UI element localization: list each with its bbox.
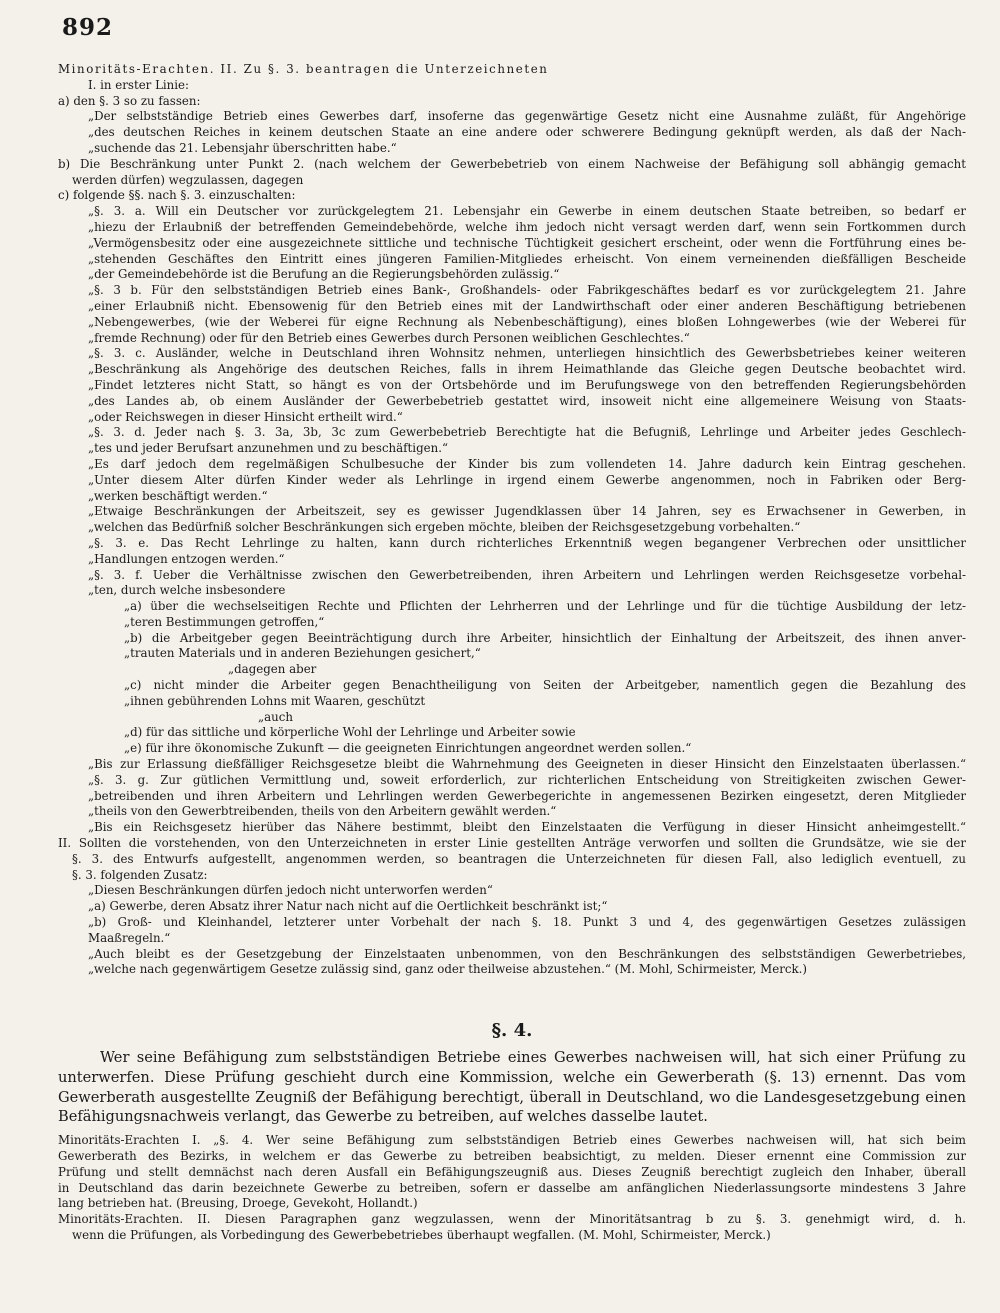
- text-line: „b) die Arbeitgeber gegen Beeinträchtigung durch ihre Arbeiter, hinsichtlich der Einhaltung der Arbeitszeit, des ihnen anver-: [124, 630, 966, 645]
- page-number: 892: [62, 14, 114, 41]
- text-line: „betreibenden und ihren Arbeitern und Lehrlingen werden Gewerbegerichte in angemessenen Bezirken eingesetzt, deren Mitglieder: [88, 788, 966, 803]
- text-line: „Es darf jedoch dem regelmäßigen Schulbesuche der Kinder bis zum vollendeten 14. Jahre dadurch kein Eintrag geschehen.: [88, 456, 966, 471]
- text-line: „ten, durch welche insbesondere: [88, 583, 286, 598]
- text-line: „§. 3. g. Zur gütlichen Vermittlung und, soweit erforderlich, zur richterlichen Entscheidung von Streitigkeiten zwischen Gewer-: [88, 772, 966, 787]
- minority-opinion-section-3: [58, 62, 966, 978]
- text-line: „ihnen gebührenden Lohns mit Waaren, geschützt: [124, 693, 426, 708]
- minority-opinions-section-4: [58, 1133, 966, 1244]
- text-line: „des Landes ab, ob einem Ausländer der Gewerbebetrieb gestattet wird, insoweit nicht eine allgemeinere Weisung von Staats-: [88, 393, 966, 408]
- text-line: „tes und jeder Berufsart anzunehmen und zu beschäftigen.“: [88, 441, 448, 456]
- text-line: „Findet letzteres nicht Statt, so hängt es von der Ortsbehörde und im Berufungswege von den betreffenden Regierungsbehörden: [88, 377, 966, 392]
- text-line: „§. 3. a. Will ein Deutscher vor zurückgelegtem 21. Lebensjahr ein Gewerbe in einem deutschen Staate betreiben, so bedarf er: [88, 204, 966, 219]
- text-line: Minoritäts-Erachten. II. Zu §. 3. beantragen die Unterzeichneten: [58, 62, 549, 76]
- text-line: in Deutschland das darin bezeichnete Gewerbe zu betreiben, sofern er dasselbe am anfänglichen Niederlassungsorte mindestens 3 Jahre: [58, 1180, 966, 1195]
- text-line: „Beschränkung als Angehörige des deutschen Reiches, falls in ihrem Heimathlande das Gleiche gegen Deutsche beobachtet wird.: [88, 362, 966, 377]
- text-line: Wer seine Befähigung zum selbstständigen Betriebe eines Gewerbes nachweisen will, hat sich einer Prüfung zu: [100, 1049, 966, 1066]
- text-line: „oder Reichswegen in dieser Hinsicht ertheilt wird.“: [88, 409, 403, 424]
- text-line: „der Gemeindebehörde ist die Berufung an die Regierungsbehörden zulässig.“: [88, 267, 560, 282]
- text-line: „§. 3. e. Das Recht Lehrlinge zu halten, kann durch richterliches Erkenntniß wegen begangener Verbrechen oder unsittlicher: [88, 535, 966, 550]
- text-line: „werken beschäftigt werden.“: [88, 488, 268, 503]
- text-line: „§. 3. f. Ueber die Verhältnisse zwischen den Gewerbetreibenden, ihren Arbeitern und Lehrlingen werden Reichsgesetze vorbehal-: [88, 567, 966, 582]
- text-line: „trauten Materials und in anderen Beziehungen gesichert,“: [124, 646, 481, 661]
- text-line: „welchen das Bedürfniß solcher Beschränkungen sich ergeben möchte, bleiben der Reichsgesetzgebung vorbehalten.“: [88, 520, 801, 535]
- text-line: „Etwaige Beschränkungen der Arbeitszeit, sey es gewisser Jugendklassen über 14 Jahren, sey es Erwachsener in Gewerben, in: [88, 504, 966, 519]
- text-line: „hiezu der Erlaubniß der betreffenden Gemeindebehörde, welche ihm jedoch nicht versagt werden darf, wenn sein Fortkommen durch: [88, 219, 966, 234]
- text-line: „theils von den Gewerbtreibenden, theils von den Arbeitern gewählt werden.“: [88, 804, 557, 819]
- section-heading: §. 4.: [491, 1020, 533, 1041]
- text-line: „auch: [258, 709, 293, 724]
- text-line: a) den §. 3 so zu fassen:: [58, 93, 201, 108]
- text-line: „welche nach gegenwärtigem Gesetze zulässig sind, ganz oder theilweise abzustehen.“ (M. Mohl, Schirmeister, Merck.): [88, 962, 807, 977]
- text-line: „des deutschen Reiches in keinem deutschen Staate an eine andere oder schwerere Bedingung geknüpft werden, als daß der Nach-: [88, 125, 966, 140]
- text-line: lang betrieben hat. (Breusing, Droege, Gevekoht, Hollandt.): [58, 1196, 418, 1211]
- text-line: „dagegen aber: [228, 662, 317, 677]
- text-line: Minoritäts-Erachten I. „§. 4. Wer seine Befähigung zum selbstständigen Betrieb eines Gewerbes nachweisen will, hat sich beim: [58, 1133, 966, 1148]
- text-line: „stehenden Geschäftes den Eintritt eines jüngeren Familien-Mitgliedes erheischt. Von einem verneinenden dießfälligen Bescheide: [88, 251, 966, 266]
- text-line: „Unter diesem Alter dürfen Kinder weder als Lehrlinge in irgend einem Gewerbe angenommen, noch in Fabriken oder Berg-: [88, 472, 966, 487]
- text-line: „Auch bleibt es der Gesetzgebung der Einzelstaaten unbenommen, von den Beschränkungen des selbstständigen Gewerbetriebes,: [88, 946, 966, 961]
- text-line: „§. 3 b. Für den selbstständigen Betrieb eines Bank-, Großhandels- oder Fabrikgeschäftes bedarf es vor zurückgelegtem 21. Jahre: [88, 283, 966, 298]
- text-line: unterwerfen. Diese Prüfung geschieht durch eine Kommission, welche ein Gewerberath (§. 13) ernennt. Das vom: [58, 1068, 966, 1086]
- text-line: Befähigungsnachweis verlangt, das Gewerbe zu betreiben, auf welches dasselbe lautet.: [58, 1108, 708, 1126]
- text-line: „e) für ihre ökonomische Zukunft — die geeigneten Einrichtungen angeordnet werden sollen.“: [124, 741, 692, 756]
- text-line: „Nebengewerbes, (wie der Weberei für eigne Rechnung als Nebenbeschäftigung), eines bloßen Lohngewerbes (wie der Weberei für: [88, 314, 966, 329]
- text-line: „Handlungen entzogen werden.“: [88, 551, 285, 566]
- section-4-text: [58, 1048, 966, 1127]
- text-line: §. 3. folgenden Zusatz:: [72, 867, 208, 882]
- text-line: §. 3. des Entwurfs aufgestellt, angenommen werden, so beantragen die Unterzeichneten für diesen Fall, also lediglich eventuell, zu: [72, 851, 966, 866]
- text-line: „Diesen Beschränkungen dürfen jedoch nicht unterworfen werden“: [88, 883, 493, 898]
- text-line: „§. 3. c. Ausländer, welche in Deutschland ihren Wohnsitz nehmen, unterliegen hinsichtlich des Gewerbsbetriebes keiner weiteren: [88, 346, 966, 361]
- text-line: „c) nicht minder die Arbeiter gegen Benachtheiligung von Seiten der Arbeitgeber, namentlich gegen die Bezahlung des: [124, 678, 966, 693]
- text-line: „Bis zur Erlassung dießfälliger Reichsgesetze bleibt die Wahrnehmung des Geeigneten in dieser Hinsicht den Einzelstaaten überlassen.“: [88, 757, 966, 772]
- text-line: „Der selbstständige Betrieb eines Gewerbes darf, insoferne das gegenwärtige Gesetz nicht eine Ausnahme zuläßt, für Angehörige: [88, 109, 966, 124]
- text-line: wenn die Prüfungen, als Vorbedingung des Gewerbebetriebes überhaupt wegfallen. (M. Mohl, Schirmeister, Merck.): [72, 1227, 771, 1242]
- text-line: Prüfung und stellt demnächst nach deren Ausfall ein Befähigungszeugniß aus. Dieses Zeugniß berechtigt zugleich den Inhaber, überall: [58, 1164, 966, 1179]
- text-line: „a) über die wechselseitigen Rechte und Pflichten der Lehrherren und der Lehrlinge und für die tüchtige Ausbildung der letz-: [124, 599, 966, 614]
- text-line: I. in erster Linie:: [88, 77, 189, 92]
- text-line: „§. 3. d. Jeder nach §. 3. 3a, 3b, 3c zum Gewerbebetrieb Berechtigte hat die Befugniß, Lehrlinge und Arbeiter jedes Geschlech-: [88, 425, 966, 440]
- text-line: „b) Groß- und Kleinhandel, letzterer unter Vorbehalt der nach §. 18. Punkt 3 und 4, des gegenwärtigen Gesetzes zulässigen: [88, 915, 966, 930]
- text-line: c) folgende §§. nach §. 3. einzuschalten:: [58, 188, 296, 203]
- text-line: Gewerberath des Bezirks, in welchem er das Gewerbe zu betreiben beabsichtigt, zu melden. Dieser ernennt eine Commission zur: [58, 1148, 966, 1163]
- text-line: II. Sollten die vorstehenden, von den Unterzeichneten in erster Linie gestellten Anträge verworfen und sollten die Grundsätze, wie sie der: [58, 836, 966, 851]
- text-line: „a) Gewerbe, deren Absatz ihrer Natur nach nicht auf die Oertlichkeit beschränkt ist;“: [88, 899, 608, 914]
- text-line: Gewerberath ausgestellte Zeugniß der Befähigung berechtigt, überall in Deutschland, wo die Landesgesetzgebung einen: [58, 1088, 966, 1106]
- text-line: „d) für das sittliche und körperliche Wohl der Lehrlinge und Arbeiter sowie: [124, 725, 576, 740]
- text-line: „Vermögensbesitz oder eine ausgezeichnete sittliche und technische Tüchtigkeit gesichert erscheint, oder wenn die Fortführung eines be-: [88, 235, 966, 250]
- section-4: [58, 1016, 966, 1244]
- text-line: werden dürfen) wegzulassen, dagegen: [72, 172, 304, 187]
- text-line: b) Die Beschränkung unter Punkt 2. (nach welchem der Gewerbebetrieb von einem Nachweise der Befähigung soll abhängig gemacht: [58, 156, 966, 171]
- text-line: Maaßregeln.“: [88, 930, 171, 945]
- text-line: Minoritäts-Erachten. II. Diesen Paragraphen ganz wegzulassen, wenn der Minoritätsantrag b zu §. 3. genehmigt wird, d. h.: [58, 1212, 966, 1227]
- text-line: „fremde Rechnung) oder für den Betrieb eines Gewerbes durch Personen weiblichen Geschlechtes.“: [88, 330, 690, 345]
- text-line: „teren Bestimmungen getroffen,“: [124, 614, 325, 629]
- text-line: „Bis ein Reichsgesetz hierüber das Nähere bestimmt, bleibt den Einzelstaaten die Verfügung in dieser Hinsicht anheimgestellt.“: [88, 820, 966, 835]
- text-line: „einer Erlaubniß nicht. Ebensowenig für den Betrieb eines mit der Landwirthschaft oder einer anderen Beschäftigung betriebenen: [88, 298, 966, 313]
- text-line: „suchende das 21. Lebensjahr überschritten habe.“: [88, 140, 397, 155]
